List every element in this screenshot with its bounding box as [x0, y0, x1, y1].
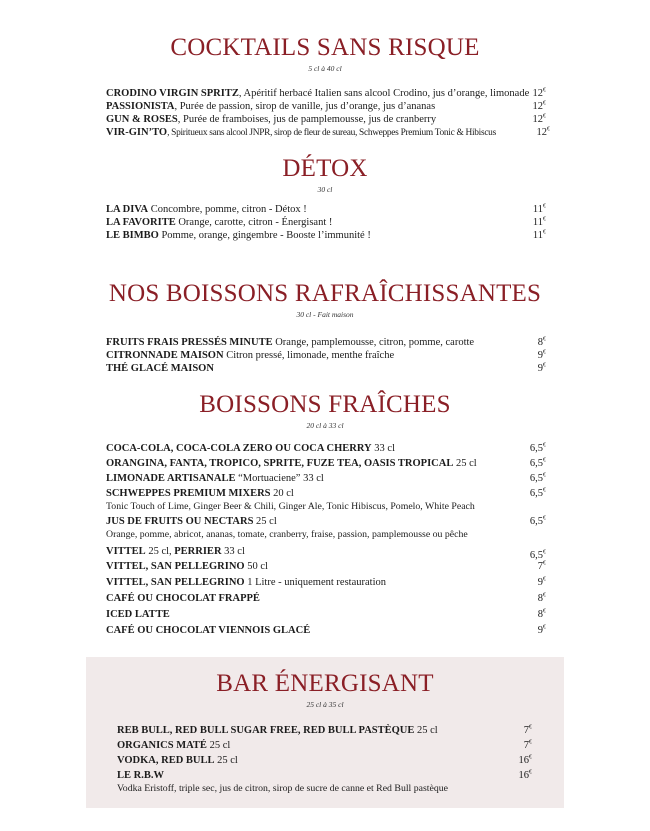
- item-name: JUS DE FRUITS OU NECTARS: [106, 516, 254, 527]
- item-name: VITTEL: [106, 546, 146, 557]
- menu-item-orangina: [106, 457, 546, 472]
- detox-subtitle: 30 cl: [317, 185, 333, 194]
- item-price: 11€: [532, 216, 546, 228]
- item-price: 6,5€: [529, 515, 546, 527]
- item-price: 16€: [518, 769, 532, 781]
- menu-item-vittel-50cl: [106, 560, 546, 576]
- item-price: 8€: [537, 336, 546, 348]
- item-desc: 1 Litre - uniquement restauration: [244, 577, 386, 588]
- item-price: 6,5€: [529, 457, 546, 469]
- energy-title: BAR ÉNERGISANT: [216, 670, 434, 697]
- item-name: CAFÉ OU CHOCOLAT FRAPPÉ: [106, 593, 260, 604]
- item-extra: Orange, pomme, abricot, ananas, tomate, cranberry, fraise, passion, pamplemousse ou pêche: [106, 529, 468, 540]
- item-desc: Orange, pamplemousse, citron, pomme, carotte: [272, 337, 475, 348]
- item-desc: , Purée de framboises, jus de pamplemousse, jus de cranberry: [177, 114, 437, 125]
- refreshing-header: [0, 280, 650, 320]
- item-desc: Pomme, orange, gingembre - Booste l’immunité !: [158, 230, 371, 241]
- cold-header: [0, 391, 650, 431]
- menu-item-red-bull: [117, 724, 532, 739]
- menu-item-vittel-perrier: [106, 545, 546, 560]
- energy-subtitle: 25 cl à 35 cl: [306, 700, 344, 709]
- item-name: LE R.B.W: [117, 770, 164, 781]
- item-desc: 50 cl: [244, 561, 268, 572]
- item-name: ORGANICS MATÉ: [117, 740, 207, 751]
- item-name: VIR-GIN’TO: [106, 127, 168, 138]
- menu-item-gun-roses: [106, 113, 546, 126]
- item-price: 12€: [532, 100, 546, 112]
- detox-list: [106, 203, 546, 242]
- item-desc: 25 cl: [253, 516, 277, 527]
- item-name: COCA-COLA, COCA-COLA ZERO OU COCA CHERRY: [106, 443, 372, 454]
- item-desc: 25 cl: [453, 458, 477, 469]
- item-price: 9€: [537, 349, 546, 361]
- item-price: 7€: [537, 560, 546, 572]
- item-price: 16€: [518, 754, 532, 766]
- item-price: 7€: [523, 739, 532, 751]
- menu-item-vodka-red-bull: [117, 754, 532, 769]
- item-desc: 25 cl: [414, 725, 438, 736]
- item-name: LE BIMBO: [106, 230, 159, 241]
- refreshing-title: NOS BOISSONS RAFRAÎCHISSANTES: [108, 280, 542, 307]
- item-name: CAFÉ OU CHOCOLAT VIENNOIS GLACÉ: [106, 625, 311, 636]
- item-desc: Orange, carotte, citron - Énergisant !: [175, 217, 333, 228]
- energy-header: [0, 670, 650, 710]
- menu-item-citronnade: [106, 349, 546, 362]
- menu-item-la-favorite: [106, 216, 546, 229]
- item-name: LIMONADE ARTISANALE: [106, 473, 236, 484]
- menu-item-viennois: [106, 624, 546, 640]
- item-price: 6,5€: [529, 549, 546, 561]
- item-name: ORANGINA, FANTA, TROPICO, SPRITE, FUZE TEA, OASIS TROPICAL: [106, 458, 454, 469]
- item-name: GUN & ROSES: [106, 114, 178, 125]
- refreshing-list: [106, 336, 546, 375]
- menu-item-crodino: [106, 87, 546, 100]
- detox-header: [0, 155, 650, 195]
- item-price: 9€: [537, 576, 546, 588]
- cold-list: [106, 442, 546, 640]
- item-desc: 25 cl,: [145, 546, 175, 557]
- item-price: 6,5€: [529, 472, 546, 484]
- item-name: ICED LATTE: [106, 609, 170, 620]
- item-desc: , Apéritif herbacé Italien sans alcool Crodino, jus d’orange, limonade: [238, 88, 530, 99]
- refreshing-subtitle: 30 cl - Fait maison: [296, 310, 354, 319]
- item-extra: Tonic Touch of Lime, Ginger Beer & Chili, Ginger Ale, Tonic Hibiscus, Pomelo, White Peach: [106, 501, 475, 512]
- item-name: REB BULL, RED BULL SUGAR FREE, RED BULL PASTÈQUE: [117, 725, 415, 736]
- menu-item-the-glace: [106, 362, 546, 375]
- detox-title: DÉTOX: [282, 155, 368, 182]
- menu-item-le-rbw: [117, 769, 532, 795]
- menu-item-coca-cola: [106, 442, 546, 457]
- item-desc: 33 cl: [371, 443, 395, 454]
- item-price: 8€: [537, 608, 546, 620]
- item-name: VITTEL, SAN PELLEGRINO: [106, 577, 245, 588]
- item-price: 12€: [536, 126, 550, 138]
- item-desc: , Spiritueux sans alcool JNPR, sirop de fleur de sureau, Schweppes Premium Tonic & Hibiscus: [167, 128, 496, 138]
- item-price: 12€: [532, 87, 546, 99]
- item-price: 11€: [532, 229, 546, 241]
- item-name-2: PERRIER: [174, 546, 222, 557]
- item-name: LA FAVORITE: [106, 217, 176, 228]
- item-name: LA DIVA: [106, 204, 149, 215]
- item-desc-2: 33 cl: [221, 546, 245, 557]
- item-name: THÉ GLACÉ MAISON: [106, 363, 214, 374]
- menu-item-vir-ginto: [106, 126, 550, 140]
- item-name: SCHWEPPES PREMIUM MIXERS: [106, 488, 271, 499]
- item-price: 6,5€: [529, 487, 546, 499]
- menu-item-frappe: [106, 592, 546, 608]
- item-desc: Concombre, pomme, citron - Détox !: [148, 204, 307, 215]
- item-price: 6,5€: [529, 442, 546, 454]
- cocktails-title: COCKTAILS SANS RISQUE: [170, 34, 480, 61]
- menu-item-limonade: [106, 472, 546, 487]
- menu-item-vittel-1l: [106, 576, 546, 592]
- menu-item-organics-mate: [117, 739, 532, 754]
- item-name: VODKA, RED BULL: [117, 755, 215, 766]
- item-desc: 20 cl: [270, 488, 294, 499]
- item-price: 9€: [537, 362, 546, 374]
- item-price: 7€: [523, 724, 532, 736]
- cocktails-subtitle: 5 cl à 40 cl: [308, 64, 342, 73]
- item-desc: 25 cl: [206, 740, 231, 751]
- item-name: FRUITS FRAIS PRESSÉS MINUTE: [106, 337, 273, 348]
- menu-item-schweppes: [106, 487, 546, 513]
- cold-title: BOISSONS FRAÎCHES: [199, 391, 451, 418]
- item-name: CRODINO VIRGIN SPRITZ: [106, 88, 239, 99]
- item-name: PASSIONISTA: [106, 101, 175, 112]
- item-price: 12€: [532, 113, 546, 125]
- menu-item-la-diva: [106, 203, 546, 216]
- item-price: 8€: [537, 592, 546, 604]
- menu-item-passionista: [106, 100, 546, 113]
- energy-list: [117, 724, 532, 795]
- item-desc: “Mortuaciene” 33 cl: [235, 473, 324, 484]
- item-desc: Citron pressé, limonade, menthe fraîche: [223, 350, 395, 361]
- item-name: CITRONNADE MAISON: [106, 350, 224, 361]
- menu-item-iced-latte: [106, 608, 546, 624]
- menu-item-le-bimbo: [106, 229, 546, 242]
- menu-item-jus-de-fruits: [106, 515, 546, 541]
- cocktails-list: [106, 87, 550, 140]
- item-desc: , Purée de passion, sirop de vanille, jus d’orange, jus d’ananas: [174, 101, 436, 112]
- menu-item-fruits-presses: [106, 336, 546, 349]
- item-price: 11€: [532, 203, 546, 215]
- item-desc: 25 cl: [214, 755, 238, 766]
- item-price: 9€: [537, 624, 546, 636]
- item-extra: Vodka Eristoff, triple sec, jus de citron, sirop de sucre de canne et Red Bull pastèque: [117, 783, 449, 794]
- item-name: VITTEL, SAN PELLEGRINO: [106, 561, 245, 572]
- cocktails-header: [0, 34, 650, 74]
- cold-subtitle: 20 cl à 33 cl: [306, 421, 344, 430]
